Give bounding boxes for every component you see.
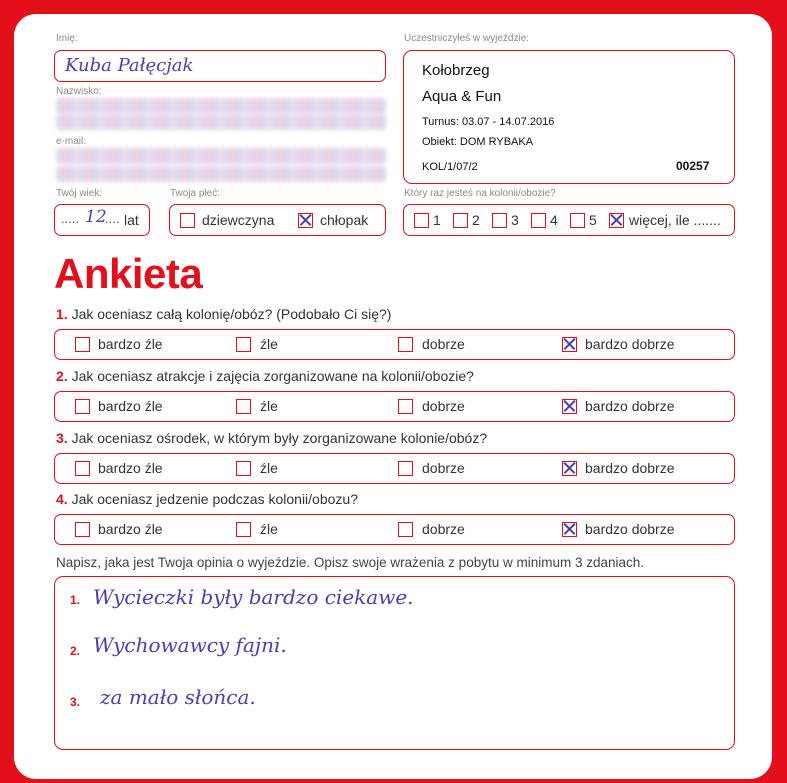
q4-option-2-checkbox[interactable] [236,522,251,537]
q1-option-3-label: dobrze [422,336,465,352]
q1-option-2-label: źle [260,336,278,352]
object-label: Obiekt: [422,136,457,148]
q4-option-3-label: dobrze [422,521,465,537]
times-4-label: 4 [550,212,558,228]
opinion-line-3-number: 3. [70,695,81,709]
q4-option-3-checkbox[interactable] [398,522,413,537]
email-redacted-2 [56,166,386,182]
opinion-line-2-text: Wychowawcy fajni. [93,633,287,657]
opinion-prompt: Napisz, jaka jest Twoja opinia o wyjeździe. Opisz swoje wrażenia z pobytu w minimum 3 zdaniach. [56,555,645,570]
q1-option-3-checkbox[interactable] [398,337,413,352]
q3-option-3-checkbox[interactable] [398,461,413,476]
question-3 [56,430,487,446]
age-dots-prefix: ..... [61,211,80,226]
surname-label: Nazwisko: [56,86,102,97]
name-handwriting: Kuba Pałęcjak [65,55,194,76]
times-more-label: więcej, ile ....... [629,212,721,228]
turnus-value: 03.07 - 14.07.2016 [461,116,555,128]
q1-option-1-checkbox[interactable] [75,337,90,352]
email-label: e-mail: [56,136,87,147]
question-2-text: Jak oceniasz atrakcje i zajęcia zorganizowane na kolonii/obozie? [71,368,474,384]
q1-option-4-checkbox[interactable] [562,337,577,352]
q2-option-4-checkbox[interactable] [562,399,577,414]
email-redacted [56,148,386,164]
trip-object [422,136,533,148]
q1-option-1-label: bardzo źle [98,336,163,352]
times-1-checkbox[interactable] [414,213,429,228]
q3-option-4-checkbox[interactable] [562,461,577,476]
opinion-textarea[interactable] [54,576,735,750]
times-5-label: 5 [589,212,597,228]
gender-male-label: chłopak [320,212,369,228]
q1-option-4-label: bardzo dobrze [585,336,675,352]
age-label: Twój wiek: [56,188,103,199]
q2-option-3-label: dobrze [422,398,465,414]
question-4 [56,491,358,507]
q3-option-1-checkbox[interactable] [75,461,90,476]
question-4-text: Jak oceniasz jedzenie podczas kolonii/obozu? [71,491,358,507]
q2-option-2-label: źle [260,398,278,414]
age-unit: lat [124,212,139,228]
question-3-options [54,453,735,484]
q2-option-3-checkbox[interactable] [398,399,413,414]
opinion-line-1-text: Wycieczki były bardzo ciekawe. [93,585,414,609]
survey-sheet [14,14,772,779]
turnus-label: Turnus: [422,116,459,128]
question-1-number: 1. [56,306,68,322]
times-field [403,204,735,236]
q1-option-2-checkbox[interactable] [236,337,251,352]
gender-female-checkbox[interactable] [180,213,195,228]
question-4-number: 4. [56,491,68,507]
age-field[interactable] [54,204,150,236]
q4-option-1-label: bardzo źle [98,521,163,537]
q4-option-4-checkbox[interactable] [562,522,577,537]
gender-label: Twoja płeć: [170,188,221,199]
q3-option-4-label: bardzo dobrze [585,460,675,476]
opinion-line-1-number: 1. [70,593,81,607]
question-2 [56,368,474,384]
q3-option-3-label: dobrze [422,460,465,476]
question-2-options [54,391,735,422]
q3-option-2-checkbox[interactable] [236,461,251,476]
trip-card [403,50,735,184]
q3-option-1-label: bardzo źle [98,460,163,476]
gender-male-checkbox[interactable] [298,213,313,228]
age-dots-suffix: .... [105,211,120,226]
survey-title: Ankieta [54,250,203,297]
times-1-label: 1 [433,212,441,228]
trip-program: Aqua & Fun [422,88,502,105]
question-1-options [54,329,735,360]
gender-female-label: dziewczyna [202,212,275,228]
q4-option-1-checkbox[interactable] [75,522,90,537]
times-4-checkbox[interactable] [531,213,546,228]
trip-city: Kołobrzeg [422,62,490,79]
times-2-checkbox[interactable] [453,213,468,228]
q2-option-1-checkbox[interactable] [75,399,90,414]
question-1 [56,306,391,322]
q4-option-4-label: bardzo dobrze [585,521,675,537]
surname-redacted-2 [56,114,386,130]
times-5-checkbox[interactable] [570,213,585,228]
gender-field [169,204,386,236]
name-field[interactable] [54,50,386,82]
times-more-checkbox[interactable] [609,213,624,228]
trip-number: 00257 [676,159,710,173]
question-4-options [54,514,735,545]
times-label: Który raz jesteś na kolonii/obozie? [404,188,556,199]
question-3-text: Jak oceniasz ośrodek, w którym były zorganizowane kolonie/obóz? [71,430,488,446]
opinion-line-2-number: 2. [70,644,81,658]
times-3-checkbox[interactable] [492,213,507,228]
q2-option-2-checkbox[interactable] [236,399,251,414]
opinion-line-3-text: za mało słońca. [100,685,256,709]
participated-label: Uczestniczyłeś w wyjeździe: [404,33,530,44]
times-3-label: 3 [511,212,519,228]
times-2-label: 2 [472,212,480,228]
question-3-number: 3. [56,430,68,446]
q3-option-2-label: źle [260,460,278,476]
q4-option-2-label: źle [260,521,278,537]
q2-option-4-label: bardzo dobrze [585,398,675,414]
trip-code: KOL/1/07/2 [422,161,478,173]
age-handwriting: 12 [85,207,107,227]
q2-option-1-label: bardzo źle [98,398,163,414]
question-2-number: 2. [56,368,68,384]
surname-redacted [56,98,386,114]
name-label: Imię: [56,33,78,44]
object-value: DOM RYBAKA [459,136,534,148]
trip-turnus [422,116,554,128]
question-1-text: Jak oceniasz całą kolonię/obóz? (Podobało Ci się?) [71,306,392,322]
